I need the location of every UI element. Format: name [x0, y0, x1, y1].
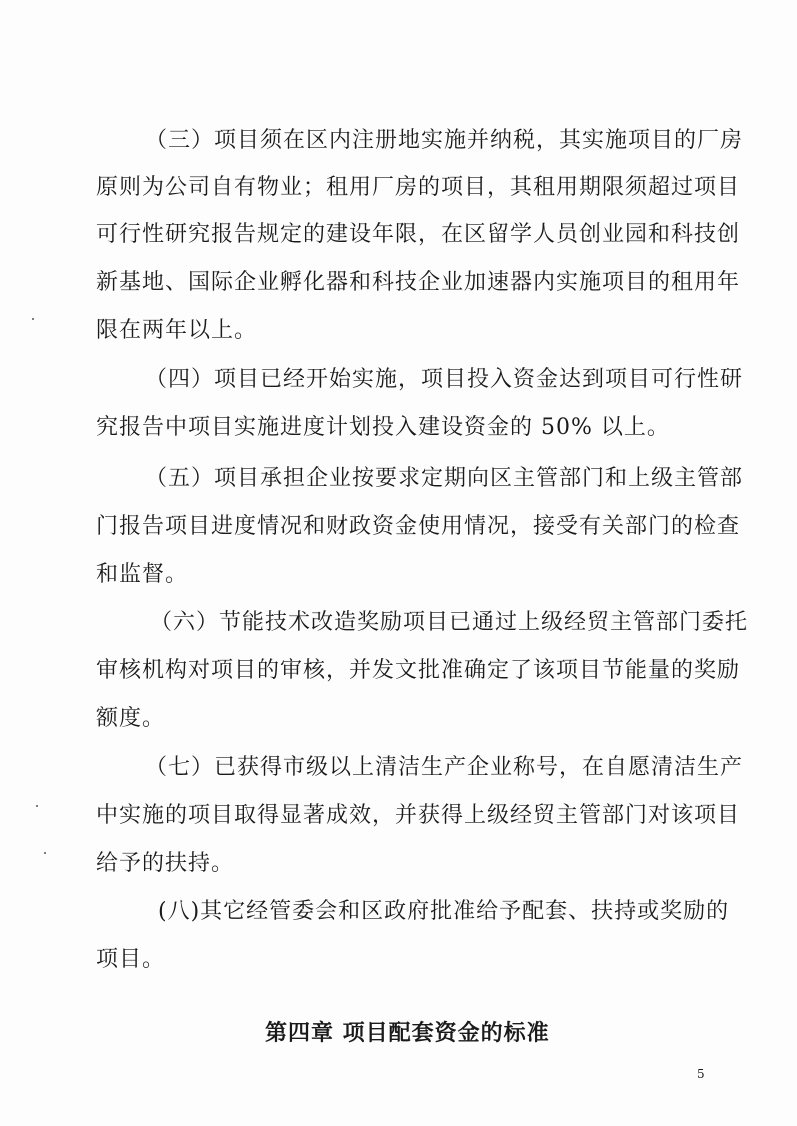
paragraph-5-line-2: 门报告项目进度情况和财政资金使用情况，接受有关部门的检查: [96, 514, 741, 539]
paragraph-4-line-2: 究报告中项目实施进度计划投入建设资金的 50% 以上。: [96, 415, 670, 440]
paragraph-3-line-4: 新基地、国际企业孵化器和科技企业加速器内实施项目的租用年: [96, 270, 741, 295]
paragraph-4-line-1: （四）项目已经开始实施，项目投入资金达到项目可行性研: [145, 367, 744, 392]
paragraph-8-line-2: 项目。: [96, 947, 166, 972]
paragraph-8-line-1: (八)其它经管委会和区政府批准给予配套、扶持或奖励的: [158, 899, 730, 924]
scan-speck: [36, 805, 38, 807]
paragraph-6-line-1: （六）节能技术改造奖励项目已通过上级经贸主管部门委托: [150, 610, 749, 635]
paragraph-7-line-2: 中实施的项目取得显著成效，并获得上级经贸主管部门对该项目: [96, 803, 741, 828]
paragraph-5-line-3: 和监督。: [96, 562, 189, 587]
paragraph-3-line-5: 限在两年以上。: [96, 318, 258, 343]
paragraph-3-line-1: （三）项目须在区内注册地实施并纳税，其实施项目的厂房: [145, 128, 744, 153]
paragraph-7-line-3: 给予的扶持。: [96, 851, 235, 876]
chapter-heading: 第四章 项目配套资金的标准: [265, 1021, 550, 1046]
scan-speck: [32, 318, 34, 320]
scan-speck: [44, 852, 46, 854]
paragraph-7-line-1: （七）已获得市级以上清洁生产企业称号，在自愿清洁生产: [145, 755, 744, 780]
paragraph-3-line-3: 可行性研究报告规定的建设年限，在区留学人员创业园和科技创: [96, 222, 741, 247]
paragraph-3-line-2: 原则为公司自有物业；租用厂房的项目，其租用期限须超过项目: [96, 175, 741, 200]
paragraph-5-line-1: （五）项目承担企业按要求定期向区主管部门和上级主管部: [145, 466, 744, 491]
paragraph-6-line-3: 额度。: [96, 706, 166, 731]
page-number: 5: [697, 1067, 705, 1081]
paragraph-6-line-2: 审核机构对项目的审核，并发文批准确定了该项目节能量的奖励: [96, 658, 741, 683]
